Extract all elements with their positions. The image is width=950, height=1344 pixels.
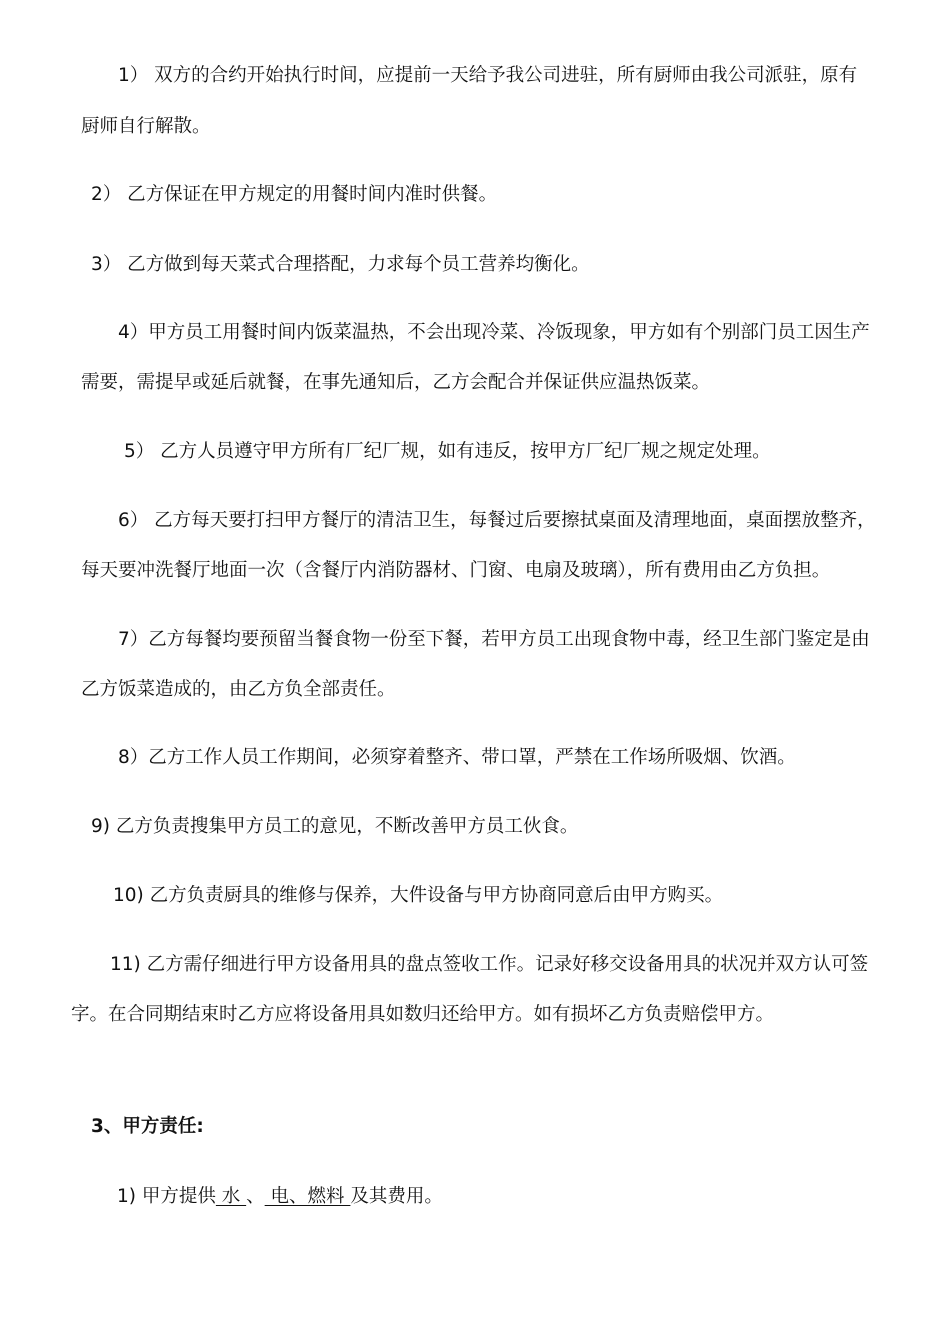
blank-water: 水 bbox=[215, 1186, 247, 1207]
item-6-line-1: 6） 乙方每天要打扫甲方餐厅的清洁卫生，每餐过后要擦拭桌面及清理地面，桌面摆放整齐， bbox=[118, 510, 876, 531]
separator: 、 bbox=[246, 1186, 265, 1207]
item-8: 8）乙方工作人员工作期间，必须穿着整齐、带口罩，严禁在工作场所吸烟、饮酒。 bbox=[118, 747, 796, 768]
blank-electricity-fuel: 电、燃料 bbox=[264, 1186, 351, 1207]
item-7-line-2: 乙方饭菜造成的，由乙方负全部责任。 bbox=[81, 679, 396, 700]
section-3-item-1 bbox=[117, 1185, 443, 1209]
item-2: 2） 乙方保证在甲方规定的用餐时间内准时供餐。 bbox=[91, 184, 498, 205]
section-3-heading: 3、甲方责任: bbox=[91, 1116, 204, 1137]
item-1-line-2: 厨师自行解散。 bbox=[81, 116, 211, 137]
item-4-line-2: 需要，需提早或延后就餐，在事先通知后，乙方会配合并保证供应温热饭菜。 bbox=[81, 372, 711, 393]
item-10: 10) 乙方负责厨具的维修与保养，大件设备与甲方协商同意后由甲方购买。 bbox=[113, 885, 724, 906]
item-9: 9) 乙方负责搜集甲方员工的意见，不断改善甲方员工伙食。 bbox=[91, 816, 579, 837]
item-6-line-2: 每天要冲洗餐厅地面一次（含餐厅内消防器材、门窗、电扇及玻璃），所有费用由乙方负担。 bbox=[81, 560, 831, 581]
section-3-item-1-prefix: 1) 甲方提供 bbox=[117, 1186, 216, 1207]
item-3: 3） 乙方做到每天菜式合理搭配，力求每个员工营养均衡化。 bbox=[91, 254, 590, 275]
item-1-line-1: 1） 双方的合约开始执行时间，应提前一天给予我公司进驻，所有厨师由我公司派驻，原有 bbox=[118, 65, 858, 86]
item-7-line-1: 7）乙方每餐均要预留当餐食物一份至下餐，若甲方员工出现食物中毒，经卫生部门鉴定是由 bbox=[118, 629, 870, 650]
item-4-line-1: 4）甲方员工用餐时间内饭菜温热，不会出现冷菜、冷饭现象，甲方如有个别部门员工因生产 bbox=[118, 322, 870, 343]
item-11-line-2: 字。在合同期结束时乙方应将设备用具如数归还给甲方。如有损坏乙方负责赔偿甲方。 bbox=[71, 1004, 775, 1025]
item-11-line-1: 11) 乙方需仔细进行甲方设备用具的盘点签收工作。记录好移交设备用具的状况并双方认可签 bbox=[110, 954, 869, 975]
section-3-item-1-suffix: 及其费用。 bbox=[350, 1186, 443, 1207]
item-5: 5） 乙方人员遵守甲方所有厂纪厂规，如有违反，按甲方厂纪厂规之规定处理。 bbox=[124, 441, 771, 462]
